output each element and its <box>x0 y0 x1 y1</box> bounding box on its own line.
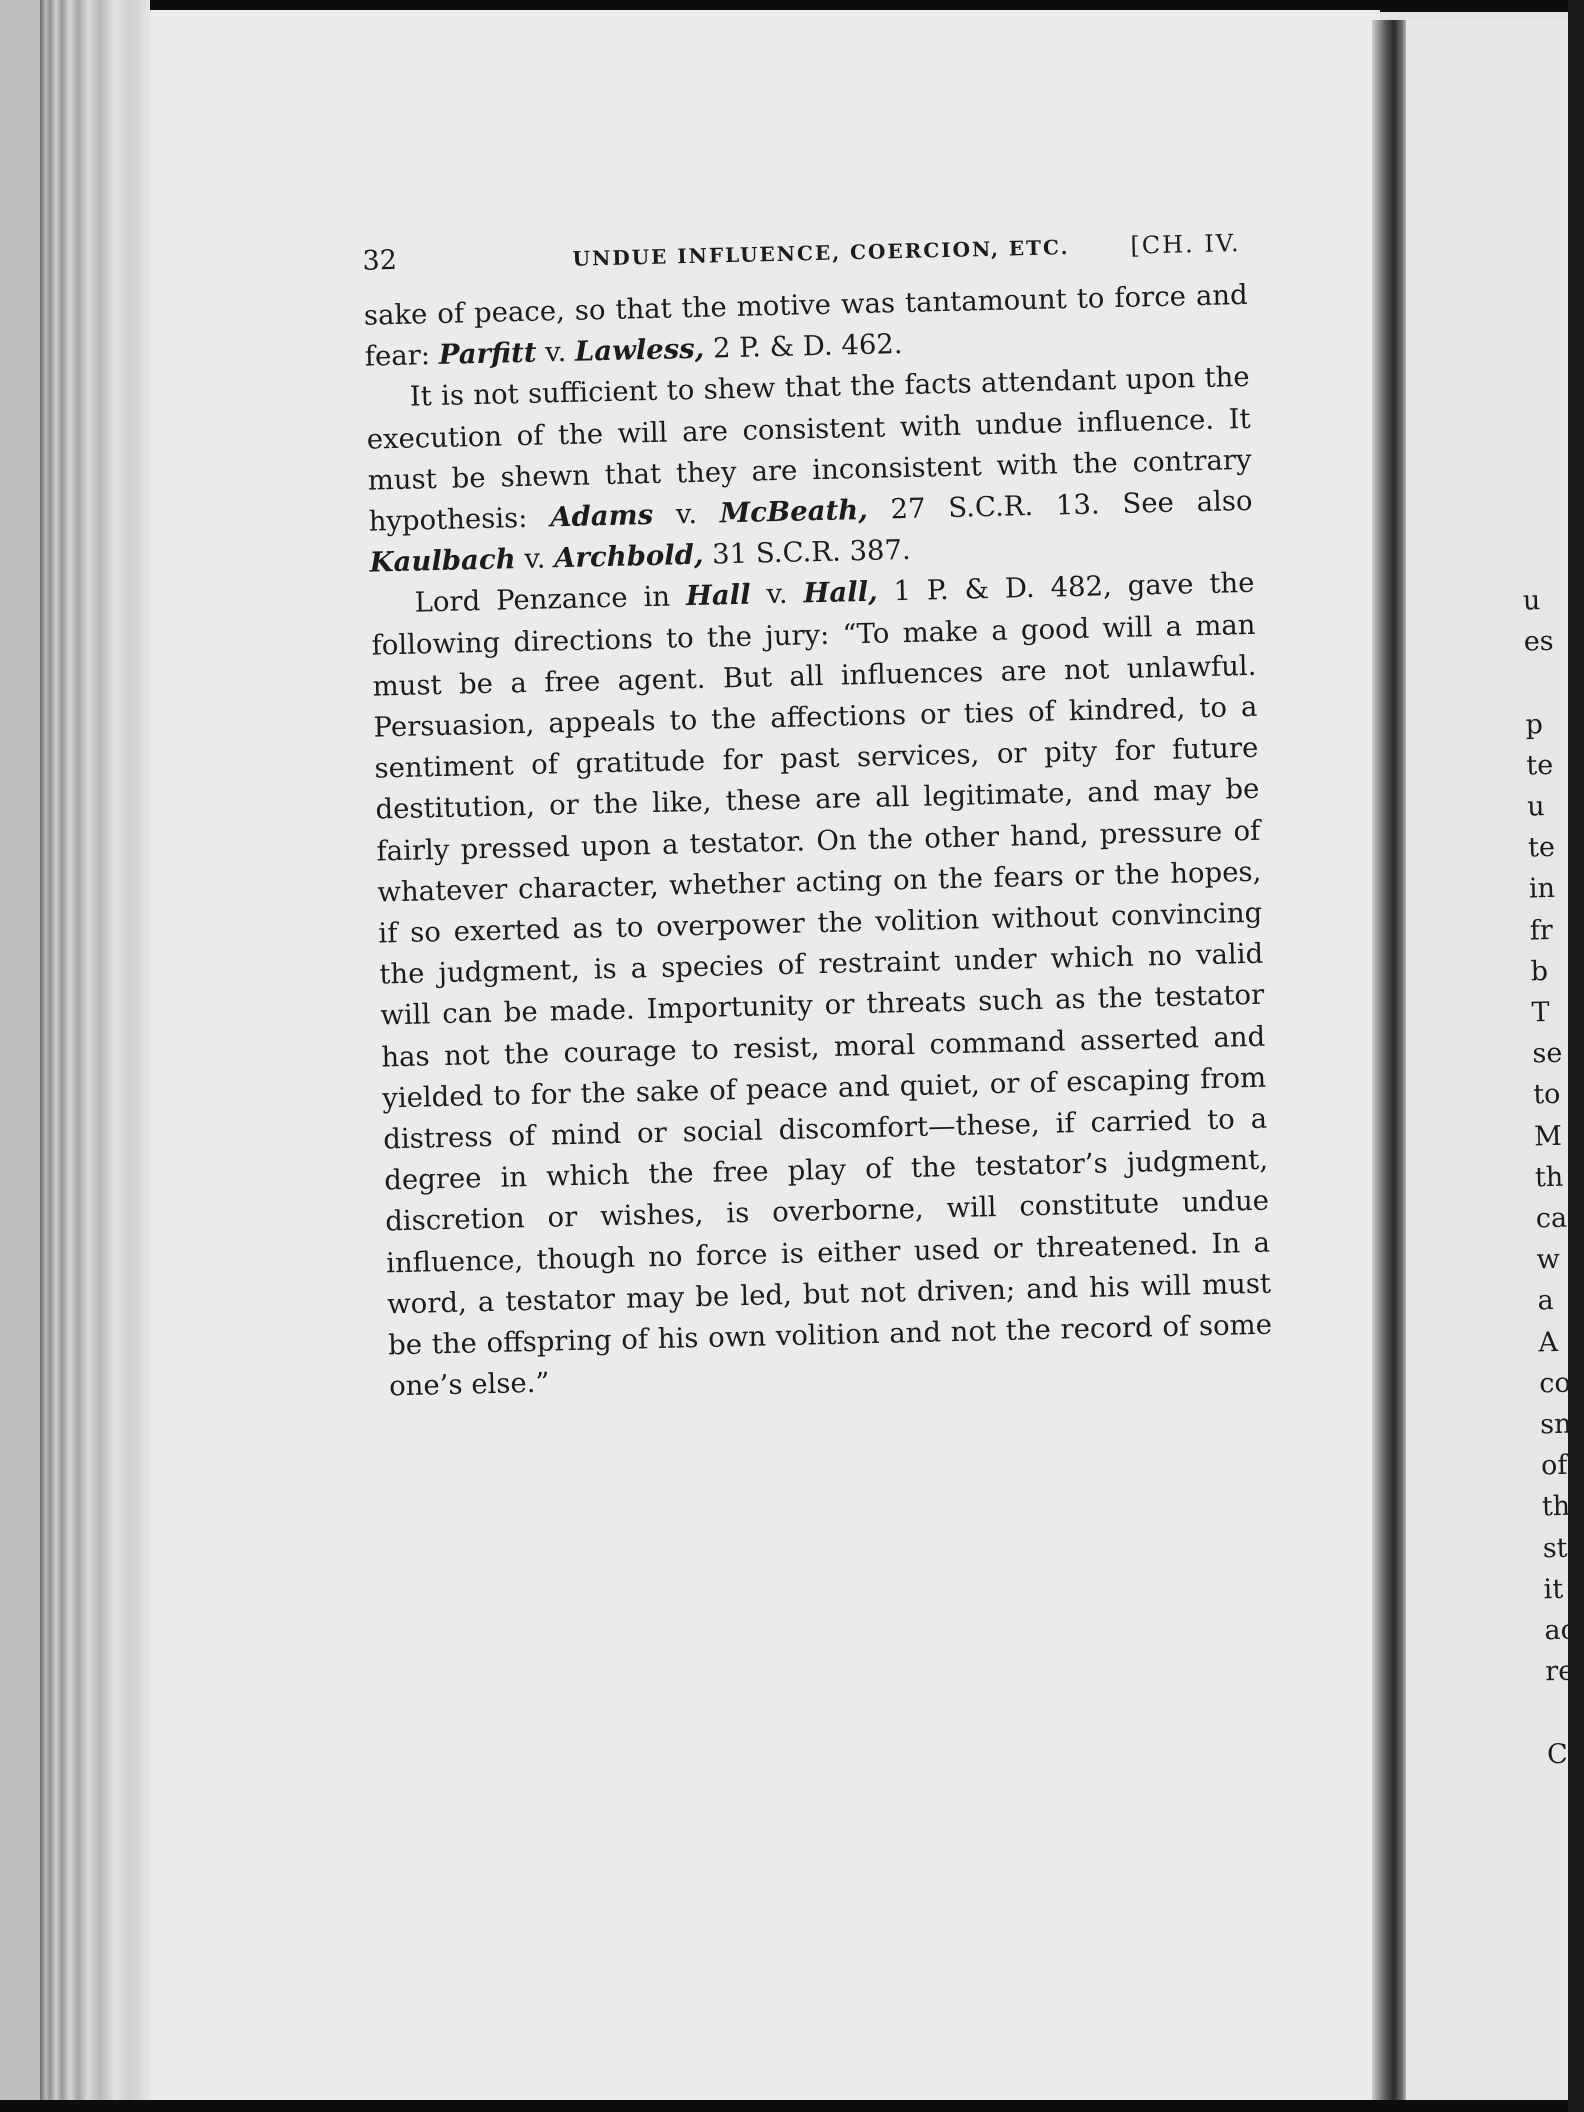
page-text-block <box>350 215 1277 1408</box>
book-gutter <box>1372 20 1408 2100</box>
facing-page-line-fragment: es <box>1523 626 1554 658</box>
case-name: Kaulbach <box>369 543 516 579</box>
facing-page-line-fragment: th <box>1541 1491 1571 1523</box>
case-name: Hall <box>685 579 751 613</box>
facing-page-line-fragment: A <box>1538 1326 1559 1359</box>
facing-page-line-fragment: p <box>1525 708 1544 741</box>
case-name: Hall, <box>803 576 879 610</box>
paragraph-text: 1 P. & D. 482, gave the following directions to the jury: “To make a good will a man must be a free agent. But all influences are not unlawful. Persuasion, appeals to the affections or ties of kindred, to a sentiment of gratitude for past services, or pity for future destitution, or the like, these are all legitimate, and may be fairly pressed upon a testator. On the other hand, pressure of whatever character, whether acting on the fears or the hopes, if so exerted as to overpower the volition without convincing the judgment, is a species of restraint under which no valid will can be made. Importunity or threats such as the testator has not the courage to resist, moral command asserted and yielded to for the sake of peace and quiet, or of escaping from distress of mind or social discomfort—these, if carried to a degree in which the free play of the testator’s judgment, discretion or wishes, is overborne, will constitute undue influence, though no force is either used or threatened. In a word, a testator may be led, but not driven; and his will must be the offspring of his own volition and not the record of some one’s else.” <box>371 567 1273 1403</box>
facing-page-line-fragment: Co <box>1546 1738 1584 1770</box>
paragraph-text: v. <box>536 335 576 369</box>
facing-page-line-fragment: to <box>1532 1079 1561 1111</box>
paragraph <box>365 357 1254 584</box>
facing-page-line-fragment: a <box>1537 1285 1555 1317</box>
paragraph <box>370 563 1273 1408</box>
facing-page-line-fragment: ca <box>1535 1202 1568 1235</box>
paragraph-text: v. <box>515 542 555 576</box>
page-body <box>351 275 1277 1408</box>
case-name: Archbold, <box>553 538 704 575</box>
facing-page-line-fragment <box>1546 1692 1584 1734</box>
facing-page-line-fragment: te <box>1527 832 1556 864</box>
facing-page-line-fragment: fr <box>1529 914 1554 947</box>
paragraph-text: It is not sufficient to shew that the facts attendant upon the execution of the will are consistent with undue influence. It must be shewn that they are inconsistent with the contrary hypothesis: <box>366 361 1252 538</box>
facing-page-line-fragment: se <box>1532 1038 1563 1070</box>
case-name: Lawless, <box>574 332 705 368</box>
facing-page-line-fragment: co <box>1538 1367 1572 1400</box>
paragraph-text: 31 S.C.R. 387. <box>703 534 912 571</box>
facing-page-line-fragment: re <box>1545 1655 1575 1688</box>
facing-page-line-fragment: th <box>1534 1161 1564 1194</box>
facing-page-line-fragment <box>1524 662 1562 704</box>
facing-page-line-fragment: w <box>1536 1244 1561 1276</box>
facing-page-line-fragment: it <box>1543 1573 1564 1606</box>
case-name: Parfitt <box>438 336 537 372</box>
case-name: McBeath, <box>719 493 869 530</box>
facing-page-line-fragment: M <box>1533 1120 1563 1153</box>
facing-page-line-fragment: b <box>1530 955 1549 988</box>
chapter-reference: [CH. IV. <box>1130 229 1241 260</box>
paragraph-text: 2 P. & D. 462. <box>703 328 903 365</box>
facing-page-line-fragment: sn <box>1539 1408 1572 1441</box>
stacked-page-edges <box>40 0 150 2112</box>
facing-page-line-fragment: of <box>1540 1450 1568 1482</box>
scan-border-bottom <box>0 2100 1568 2112</box>
facing-page-line-fragment: te <box>1526 749 1554 782</box>
paragraph-text: v. <box>652 497 721 531</box>
paragraph-text: v. <box>750 577 804 612</box>
paragraph-text: sake of peace, so that the motive was tantamount to force and fear: <box>363 278 1249 373</box>
page-number: 32 <box>362 244 398 277</box>
facing-page-line-fragment: u <box>1526 791 1545 823</box>
running-head: UNDUE INFLUENCE, COERCION, ETC. <box>572 235 1070 271</box>
facing-page-line-fragment: ac <box>1544 1614 1577 1647</box>
book-edge-shadow <box>0 0 42 2112</box>
facing-page-line-fragment: T <box>1531 997 1550 1029</box>
facing-page-line-fragment: u <box>1522 585 1541 617</box>
paragraph-text: 27 S.C.R. 13. See also <box>867 484 1253 526</box>
facing-page-line-fragment: st <box>1542 1532 1568 1564</box>
case-name: Adams <box>549 498 654 534</box>
facing-page-line-fragment: in <box>1528 873 1556 905</box>
paragraph-text: Lord Penzance in <box>414 580 687 619</box>
